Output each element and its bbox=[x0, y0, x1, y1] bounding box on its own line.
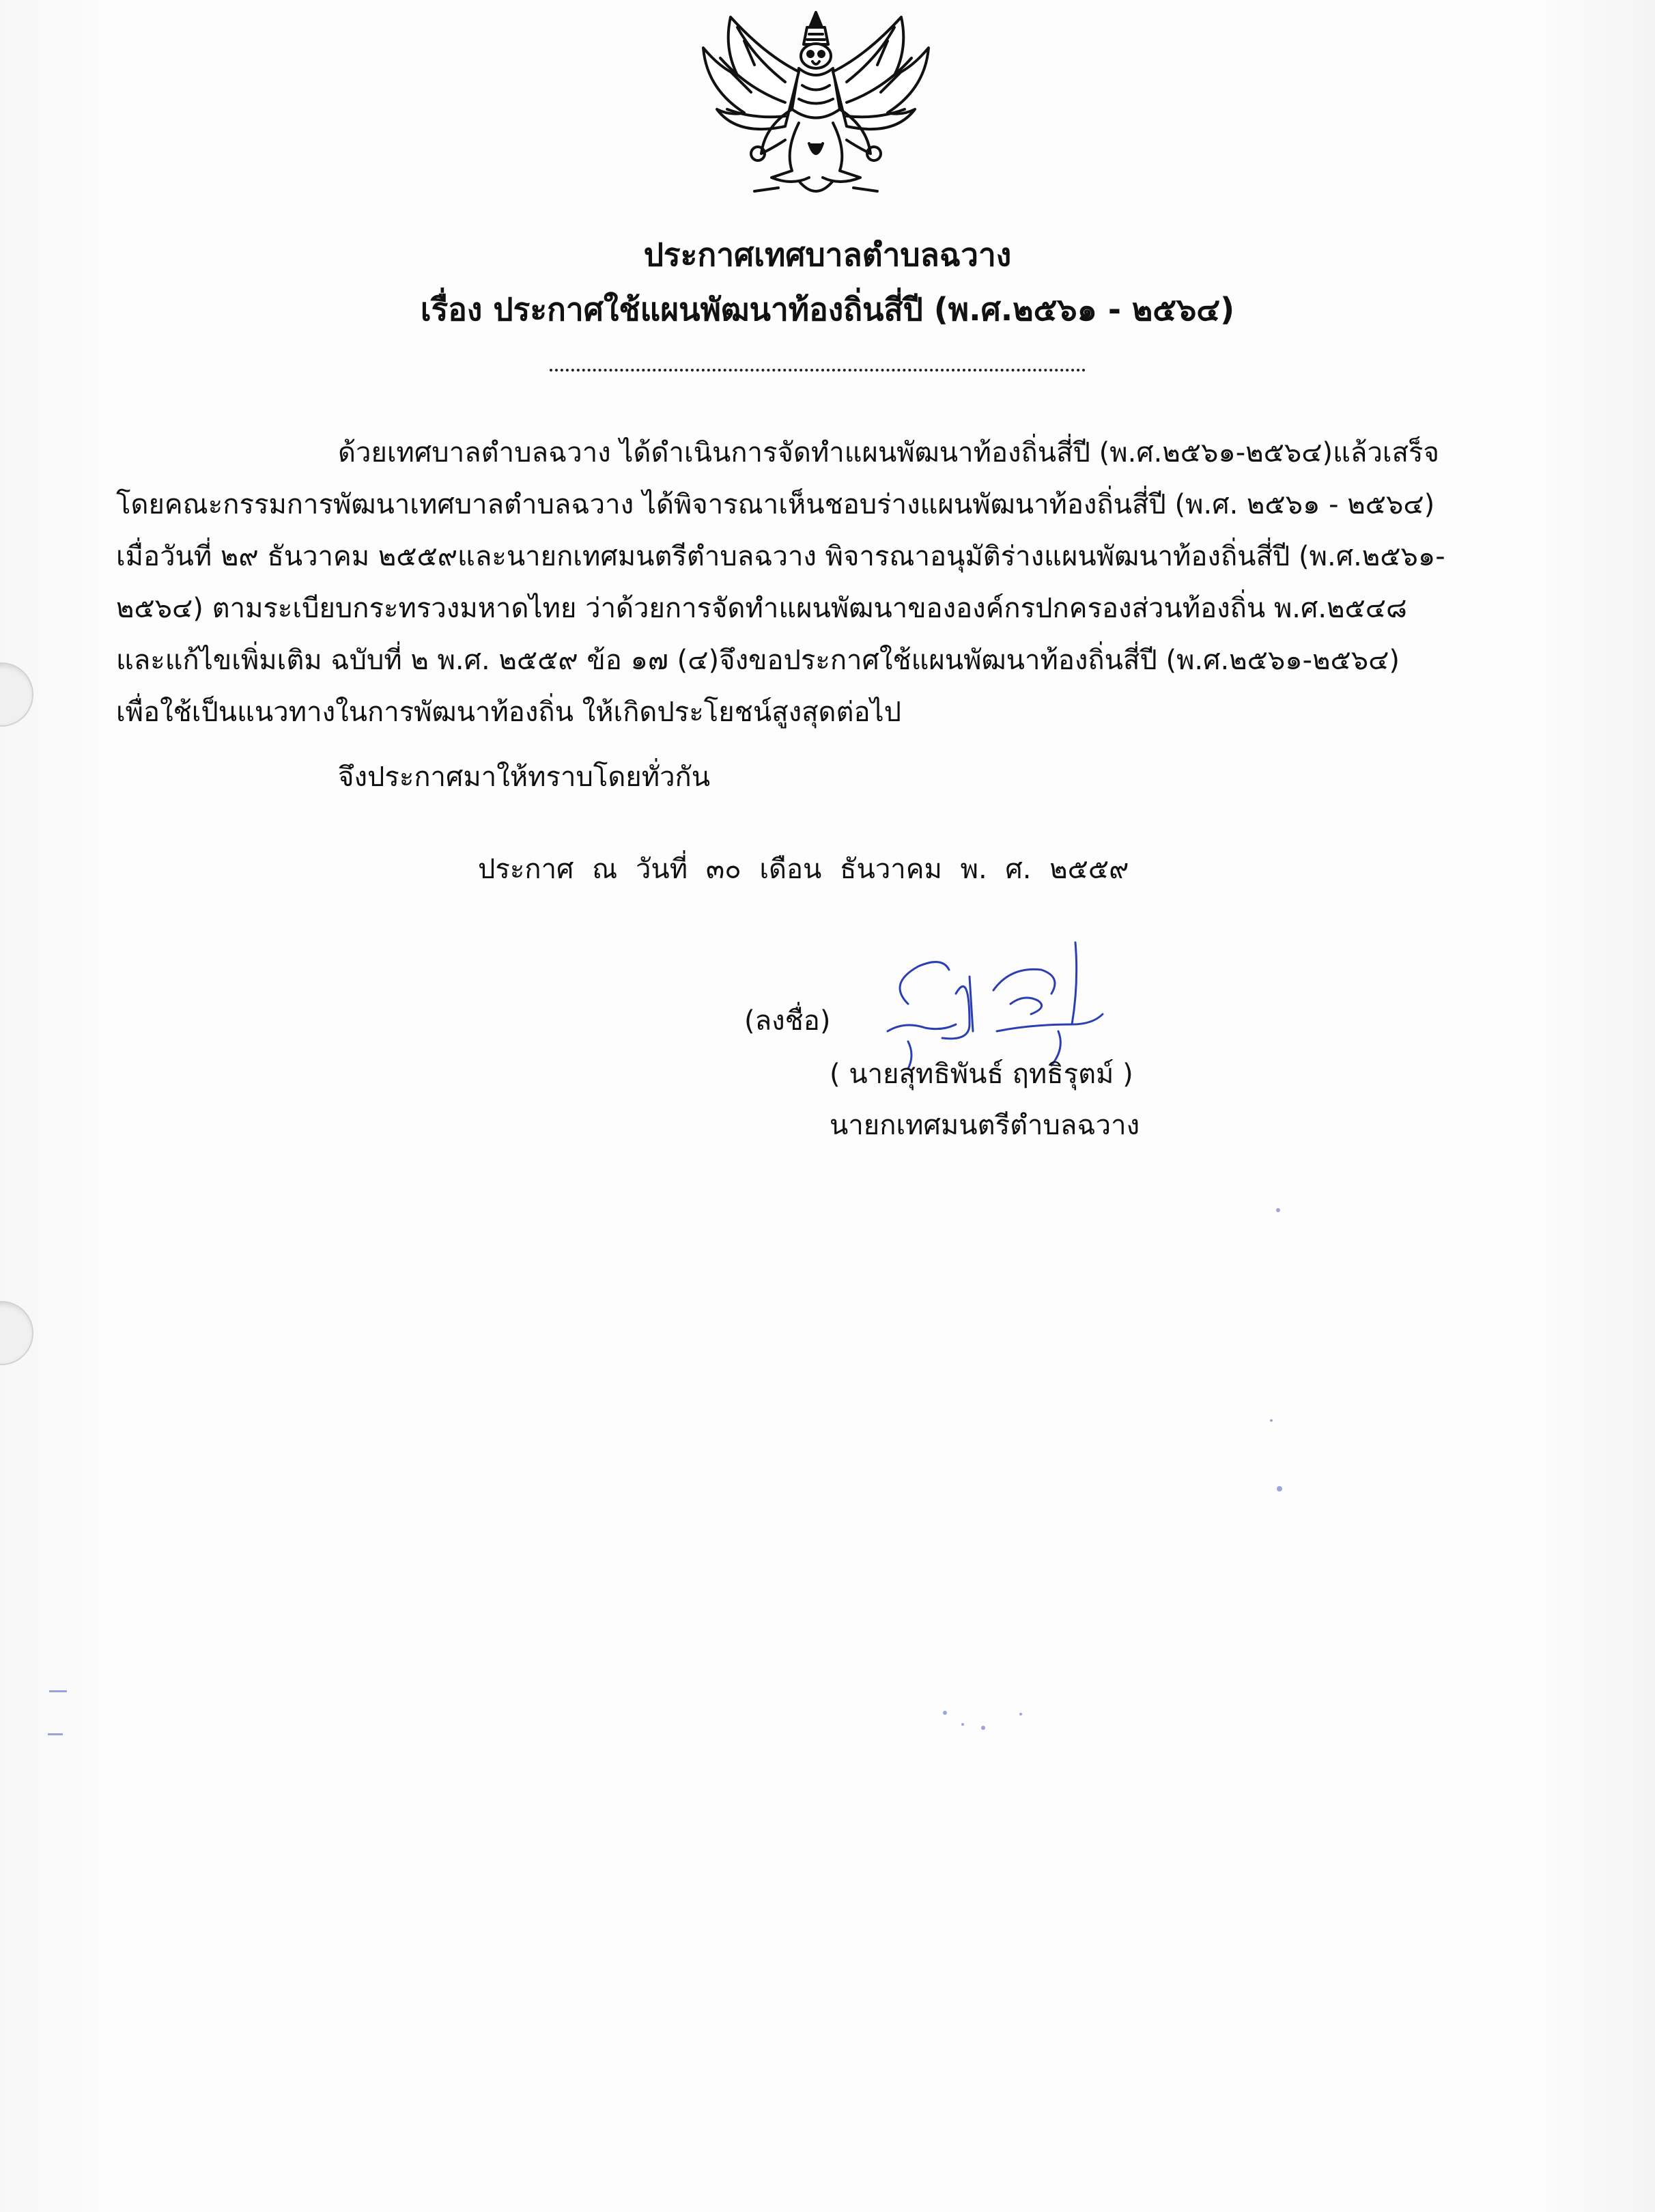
punch-hole-top bbox=[0, 662, 33, 727]
signature-label: (ลงชื่อ) bbox=[744, 1005, 831, 1037]
announcement-body bbox=[116, 427, 1529, 738]
signatory-name: ( นายสุทธิพันธ์ ฤทธิรุตม์ ) bbox=[830, 1059, 1133, 1090]
garuda-emblem-icon bbox=[690, 7, 942, 201]
announcement-date: ประกาศ ณ วันที่ ๓๐ เดือน ธันวาคม พ. ศ. ๒๕๕๙ bbox=[478, 854, 1129, 885]
body-line: เมื่อวันที่ ๒๙ ธันวาคม ๒๕๕๙และนายกเทศมนตรีตำบลฉวาง พิจารณาอนุมัติร่างแผนพัฒนาท้องถิ่นสี่ปี (พ.ศ.๒๕๖๑- bbox=[116, 541, 1445, 572]
body-line: เพื่อใช้เป็นแนวทางในการพัฒนาท้องถิ่น ให้เกิดประโยชน์สูงสุดต่อไป bbox=[116, 697, 902, 728]
title-divider bbox=[550, 369, 1086, 372]
document-subject: เรื่อง ประกาศใช้แผนพัฒนาท้องถิ่นสี่ปี (พ.ศ.๒๕๖๑ - ๒๕๖๔) bbox=[420, 291, 1235, 328]
document-title: ประกาศเทศบาลตำบลฉวาง bbox=[643, 236, 1012, 273]
signatory-position: นายกเทศมนตรีตำบลฉวาง bbox=[830, 1110, 1140, 1141]
body-line: ๒๕๖๔) ตามระเบียบกระทรวงมหาดไทย ว่าด้วยการจัดทำแผนพัฒนาขององค์กรปกครองส่วนท้องถิ่น พ.ศ.๒๕๔๘ bbox=[116, 593, 1407, 624]
body-line: ด้วยเทศบาลตำบลฉวาง ได้ดำเนินการจัดทำแผนพัฒนาท้องถิ่นสี่ปี (พ.ศ.๒๕๖๑-๒๕๖๔)แล้วเสร็จ bbox=[338, 437, 1439, 468]
body-line: โดยคณะกรรมการพัฒนาเทศบาลตำบลฉวาง ได้พิจารณาเห็นชอบร่างแผนพัฒนาท้องถิ่นสี่ปี (พ.ศ. ๒๕๖๑ - ๒๕๖๔) bbox=[116, 489, 1435, 520]
body-line: และแก้ไขเพิ่มเติม ฉบับที่ ๒ พ.ศ. ๒๕๕๙ ข้อ ๑๗ (๔)จึงขอประกาศใช้แผนพัฒนาท้องถิ่นสี่ปี (พ.ศ.๒๕๖๑-๒๕๖๔) bbox=[116, 645, 1400, 676]
closing-statement: จึงประกาศมาให้ทราบโดยทั่วกัน bbox=[338, 761, 711, 793]
punch-hole-bottom bbox=[0, 1301, 33, 1365]
